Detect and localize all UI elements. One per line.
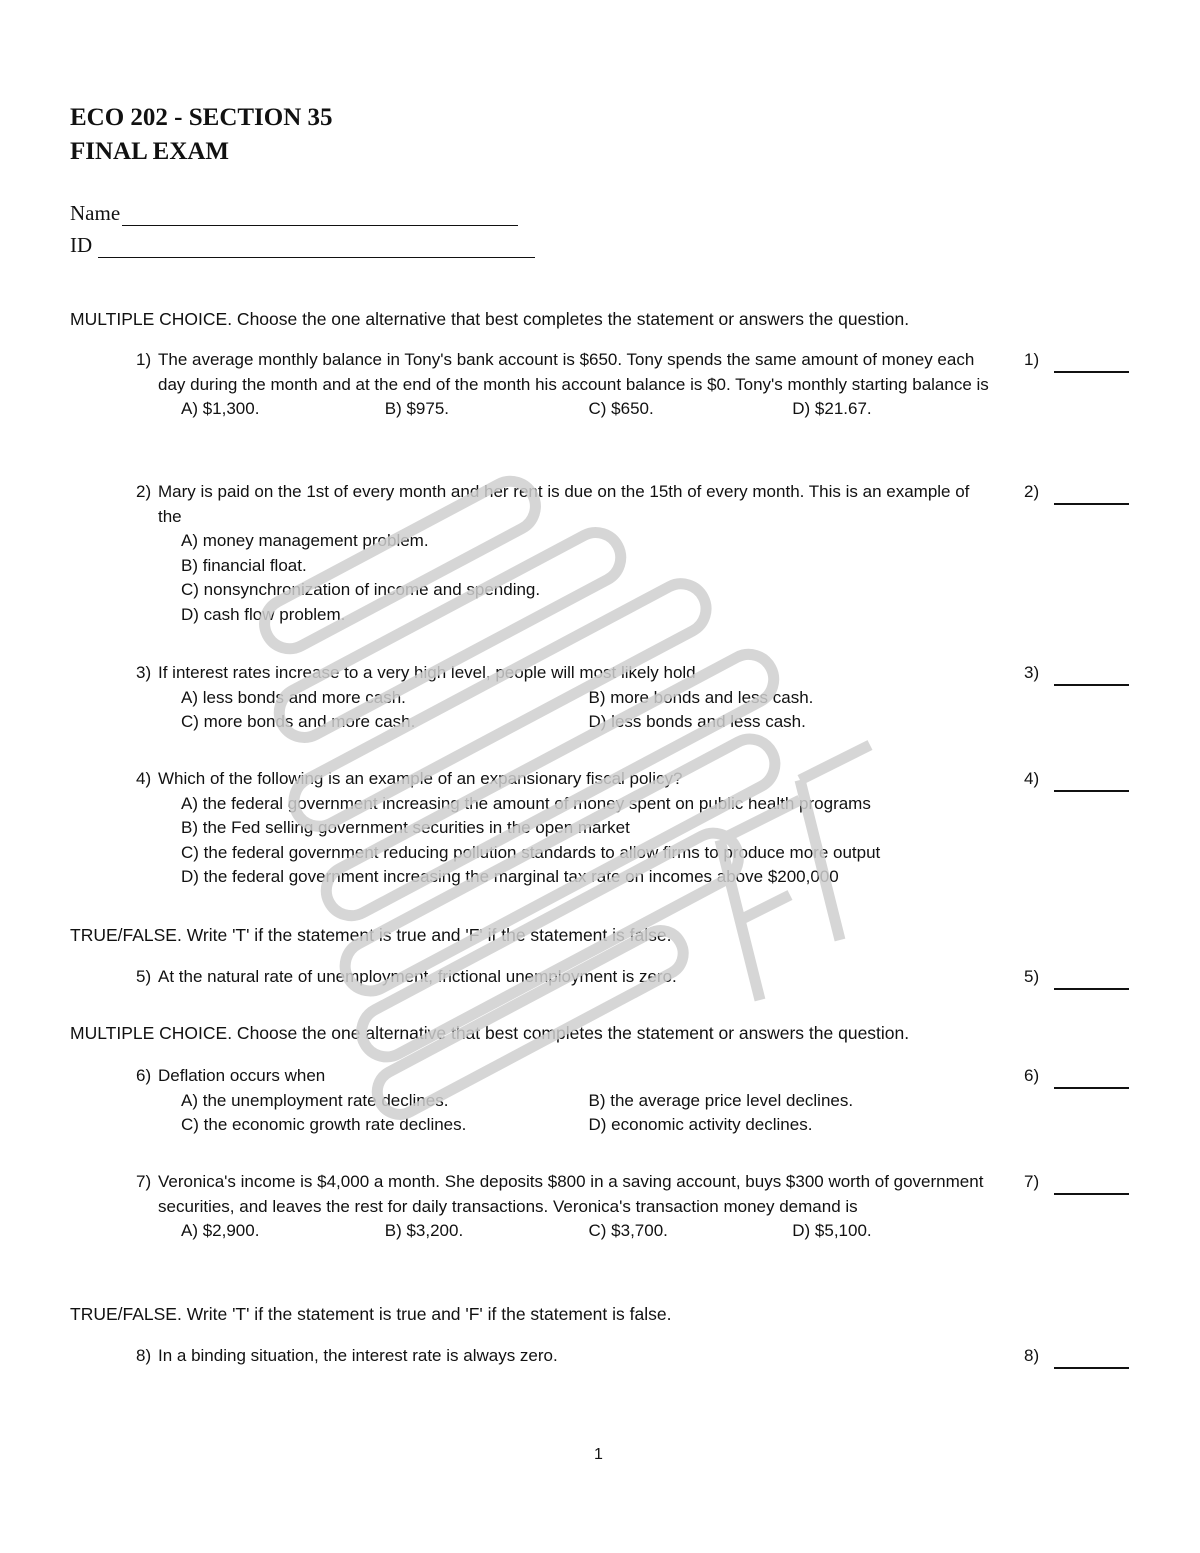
answer-slot-8[interactable] xyxy=(1024,1344,1129,1369)
option-d[interactable]: D) the federal government increasing the marginal tax rate on incomes above $200,000 xyxy=(181,867,839,886)
question-6 xyxy=(136,1064,996,1138)
answer-label: 6) xyxy=(1024,1066,1040,1085)
answer-label: 3) xyxy=(1024,663,1040,682)
option-c[interactable]: C) more bonds and more cash. xyxy=(181,712,416,731)
question-8 xyxy=(136,1344,996,1369)
option-d[interactable]: D) cash flow problem. xyxy=(181,604,346,624)
question-3 xyxy=(136,661,996,735)
option-d[interactable]: D) $21.67. xyxy=(792,399,872,418)
answer-blank[interactable] xyxy=(1054,670,1129,686)
answer-blank[interactable] xyxy=(1054,974,1129,990)
option-d[interactable]: D) less bonds and less cash. xyxy=(588,712,806,731)
answer-blank[interactable] xyxy=(1054,357,1129,373)
option-b[interactable]: B) more bonds and less cash. xyxy=(588,687,814,707)
option-c[interactable]: C) $3,700. xyxy=(588,1221,668,1240)
answer-slot-3[interactable] xyxy=(1024,661,1129,686)
id-blank[interactable] xyxy=(98,239,535,258)
question-text: Mary is paid on the 1st of every month and her rent is due on the 15th of every month. This is an example of the xyxy=(158,482,970,526)
question-text: In a binding situation, the interest rate is always zero. xyxy=(158,1346,558,1365)
answer-slot-2[interactable] xyxy=(1024,480,1129,505)
section-instructions: MULTIPLE CHOICE. Choose the one alternative that best completes the statement or answers the question. xyxy=(70,1023,910,1043)
answer-label: 7) xyxy=(1024,1172,1040,1191)
answer-blank[interactable] xyxy=(1054,776,1129,792)
exam-title: FINAL EXAM xyxy=(70,138,230,165)
course-title: ECO 202 - SECTION 35 xyxy=(70,104,333,131)
option-a[interactable]: A) less bonds and more cash. xyxy=(181,687,406,707)
question-text: Deflation occurs when xyxy=(158,1066,326,1085)
option-a[interactable]: A) the unemployment rate declines. xyxy=(181,1090,449,1110)
name-label: Name xyxy=(70,201,121,225)
question-number: 5) xyxy=(136,967,152,986)
option-d[interactable]: D) $5,100. xyxy=(792,1221,872,1240)
answer-label: 5) xyxy=(1024,967,1040,986)
option-d[interactable]: D) economic activity declines. xyxy=(588,1115,813,1134)
option-b[interactable]: B) the Fed selling government securities in the open market xyxy=(181,818,630,837)
answer-label: 1) xyxy=(1024,350,1040,369)
section-instructions: TRUE/FALSE. Write 'T' if the statement is true and 'F' if the statement is false. xyxy=(70,925,672,945)
option-c[interactable]: C) $650. xyxy=(588,399,654,418)
section-instructions: MULTIPLE CHOICE. Choose the one alternative that best completes the statement or answers the question. xyxy=(70,309,910,329)
answer-slot-6[interactable] xyxy=(1024,1064,1129,1089)
page-number: 1 xyxy=(594,1446,603,1463)
option-a[interactable]: A) $2,900. xyxy=(181,1221,260,1240)
answer-label: 4) xyxy=(1024,769,1040,788)
option-a[interactable]: A) money management problem. xyxy=(181,531,429,550)
answer-blank[interactable] xyxy=(1054,489,1129,505)
option-c[interactable]: C) nonsynchronization of income and spending. xyxy=(181,580,541,599)
section-instructions: TRUE/FALSE. Write 'T' if the statement is true and 'F' if the statement is false. xyxy=(70,1304,672,1324)
question-text: The average monthly balance in Tony's bank account is $650. Tony spends the same amount of money each day during the month and at the end of the month his account balance is $0. Tony's monthly starting balance is xyxy=(158,350,989,394)
option-b[interactable]: B) $3,200. xyxy=(384,1221,464,1240)
option-c[interactable]: C) the economic growth rate declines. xyxy=(181,1115,467,1134)
answer-blank[interactable] xyxy=(1054,1179,1129,1195)
answer-label: 2) xyxy=(1024,482,1040,501)
question-number: 6) xyxy=(136,1066,152,1085)
question-number: 8) xyxy=(136,1346,152,1365)
option-a[interactable]: A) the federal government increasing the amount of money spent on public health programs xyxy=(181,793,871,813)
answer-slot-1[interactable] xyxy=(1024,348,1129,373)
id-label: ID xyxy=(70,233,93,257)
question-text: If interest rates increase to a very high level, people will most likely hold xyxy=(158,663,696,682)
question-2 xyxy=(136,480,996,627)
answer-blank[interactable] xyxy=(1054,1353,1129,1369)
option-c[interactable]: C) the federal government reducing pollution standards to allow firms to produce more output xyxy=(181,842,881,862)
question-5 xyxy=(136,965,996,990)
name-field[interactable] xyxy=(70,200,518,226)
question-4 xyxy=(136,767,996,890)
option-a[interactable]: A) $1,300. xyxy=(181,399,260,418)
question-number: 3) xyxy=(136,663,152,682)
answer-slot-5[interactable] xyxy=(1024,965,1129,990)
option-b[interactable]: B) the average price level declines. xyxy=(588,1090,854,1110)
question-text: At the natural rate of unemployment, frictional unemployment is zero. xyxy=(158,967,677,986)
answer-slot-4[interactable] xyxy=(1024,767,1129,792)
question-number: 2) xyxy=(136,482,152,501)
question-number: 7) xyxy=(136,1172,152,1191)
question-number: 1) xyxy=(136,350,152,369)
answer-label: 8) xyxy=(1024,1346,1040,1365)
question-text: Veronica's income is $4,000 a month. She deposits $800 in a saving account, buys $300 worth of government securities, and leaves the rest for daily transactions. Veronica's transaction money demand is xyxy=(158,1172,984,1216)
name-blank[interactable] xyxy=(122,207,518,226)
answer-blank[interactable] xyxy=(1054,1073,1129,1089)
question-1 xyxy=(136,348,996,422)
option-b[interactable]: B) financial float. xyxy=(181,555,307,575)
option-b[interactable]: B) $975. xyxy=(384,399,450,418)
id-field[interactable] xyxy=(70,232,535,258)
question-text: Which of the following is an example of an expansionary fiscal policy? xyxy=(158,769,683,788)
question-number: 4) xyxy=(136,769,152,788)
answer-slot-7[interactable] xyxy=(1024,1170,1129,1195)
question-7 xyxy=(136,1170,996,1244)
